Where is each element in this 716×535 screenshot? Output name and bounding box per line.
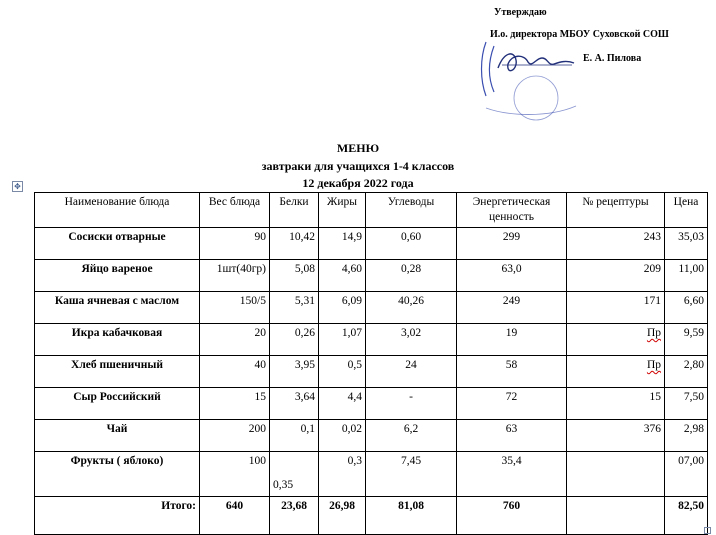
dish-name: Фрукты ( яблоко) — [35, 452, 200, 497]
stamp-signature — [478, 36, 588, 122]
cell-energy: 58 — [457, 356, 567, 388]
cell-recipe: 15 — [567, 388, 665, 420]
cell-recipe: 243 — [567, 228, 665, 260]
cell-price: 11,00 — [665, 260, 708, 292]
cell-recipe: 376 — [567, 420, 665, 452]
total-carbs: 81,08 — [366, 497, 457, 535]
cell-price: 2,80 — [665, 356, 708, 388]
cell-carbs: 0,28 — [366, 260, 457, 292]
table-row — [35, 292, 708, 324]
cell-energy: 35,4 — [457, 452, 567, 497]
menu-date: 12 декабря 2022 года — [302, 176, 414, 190]
cell-protein: 0,35 — [270, 452, 319, 497]
cell-fat: 4,60 — [319, 260, 366, 292]
cell-energy: 19 — [457, 324, 567, 356]
cell-price: 9,59 — [665, 324, 708, 356]
total-energy: 760 — [457, 497, 567, 535]
total-recipe — [567, 497, 665, 535]
total-price: 82,50 — [665, 497, 708, 535]
cell-weight: 150/5 — [200, 292, 270, 324]
dish-name: Сосиски отварные — [35, 228, 200, 260]
table-resize-handle[interactable] — [704, 527, 711, 534]
cell-carbs: 40,26 — [366, 292, 457, 324]
cell-carbs: 0,60 — [366, 228, 457, 260]
cell-weight: 100 — [200, 452, 270, 497]
table-row — [35, 388, 708, 420]
cell-recipe — [567, 324, 665, 356]
page-subtitle: завтраки для учащихся 1-4 классов — [261, 159, 455, 173]
total-label: Итого: — [35, 497, 200, 535]
table-row — [35, 260, 708, 292]
table-row — [35, 420, 708, 452]
cell-energy: 249 — [457, 292, 567, 324]
header-protein: Белки — [270, 193, 319, 228]
cell-weight: 20 — [200, 324, 270, 356]
table-row — [35, 452, 708, 497]
header-dish: Наименование блюда — [35, 193, 200, 228]
stamp-emblem — [514, 76, 558, 120]
cell-energy: 63,0 — [457, 260, 567, 292]
cell-carbs: - — [366, 388, 457, 420]
table-header-row — [35, 193, 708, 228]
cell-protein: 3,64 — [270, 388, 319, 420]
cell-recipe — [567, 452, 665, 497]
header-energy: Энергетическая ценность — [457, 193, 567, 228]
table-row — [35, 356, 708, 388]
cell-protein: 0,1 — [270, 420, 319, 452]
cell-fat: 0,02 — [319, 420, 366, 452]
page-title: МЕНЮ — [336, 141, 380, 155]
cell-fat: 0,5 — [319, 356, 366, 388]
cell-recipe — [567, 356, 665, 388]
signature-scribble — [498, 54, 574, 71]
cell-price: 35,03 — [665, 228, 708, 260]
cell-energy: 299 — [457, 228, 567, 260]
dish-name: Сыр Российский — [35, 388, 200, 420]
cell-protein: 3,95 — [270, 356, 319, 388]
dish-name: Чай — [35, 420, 200, 452]
menu-table — [34, 192, 708, 535]
cell-carbs: 3,02 — [366, 324, 457, 356]
total-weight: 640 — [200, 497, 270, 535]
cell-fat: 0,3 — [319, 452, 366, 497]
cell-energy: 63 — [457, 420, 567, 452]
cell-recipe: 171 — [567, 292, 665, 324]
cell-recipe: 209 — [567, 260, 665, 292]
total-protein: 23,68 — [270, 497, 319, 535]
cell-carbs: 7,45 — [366, 452, 457, 497]
total-fat: 26,98 — [319, 497, 366, 535]
cell-fat: 4,4 — [319, 388, 366, 420]
cell-fat: 1,07 — [319, 324, 366, 356]
header-recipe: № рецептуры — [567, 193, 665, 228]
cell-weight: 15 — [200, 388, 270, 420]
cell-protein: 5,08 — [270, 260, 319, 292]
cell-price: 2,98 — [665, 420, 708, 452]
stamp-arc-outer — [482, 42, 487, 96]
header-carbs: Углеводы — [366, 193, 457, 228]
cell-protein: 0,26 — [270, 324, 319, 356]
cell-fat: 6,09 — [319, 292, 366, 324]
stamp-arc-bottom — [486, 106, 576, 115]
cell-weight: 200 — [200, 420, 270, 452]
cell-protein: 10,42 — [270, 228, 319, 260]
approval-position: И.о. директора МБОУ Суховской СОШ — [490, 29, 669, 40]
stamp-arc-inner — [490, 46, 495, 92]
cell-energy: 72 — [457, 388, 567, 420]
recipe-code: Пр — [646, 359, 661, 371]
cell-carbs: 6,2 — [366, 420, 457, 452]
cell-weight: 40 — [200, 356, 270, 388]
cell-weight: 90 — [200, 228, 270, 260]
dish-name: Хлеб пшеничный — [35, 356, 200, 388]
approval-label: Утверждаю — [494, 7, 547, 18]
cell-price: 07,00 — [665, 452, 708, 497]
cell-protein: 5,31 — [270, 292, 319, 324]
cell-price: 7,50 — [665, 388, 708, 420]
table-total-row — [35, 497, 708, 535]
approval-signatory: Е. А. Пилова — [583, 53, 642, 64]
dish-name: Каша ячневая с маслом — [35, 292, 200, 324]
recipe-code: Пр — [646, 327, 661, 339]
header-price: Цена — [665, 193, 708, 228]
dish-name: Яйцо вареное — [35, 260, 200, 292]
table-move-handle-icon[interactable]: ✥ — [12, 181, 23, 192]
cell-fat: 14,9 — [319, 228, 366, 260]
table-row — [35, 324, 708, 356]
table-row — [35, 228, 708, 260]
header-weight: Вес блюда — [200, 193, 270, 228]
cell-carbs: 24 — [366, 356, 457, 388]
cell-weight: 1шт(40гр) — [200, 260, 270, 292]
header-fat: Жиры — [319, 193, 366, 228]
cell-price: 6,60 — [665, 292, 708, 324]
dish-name: Икра кабачковая — [35, 324, 200, 356]
